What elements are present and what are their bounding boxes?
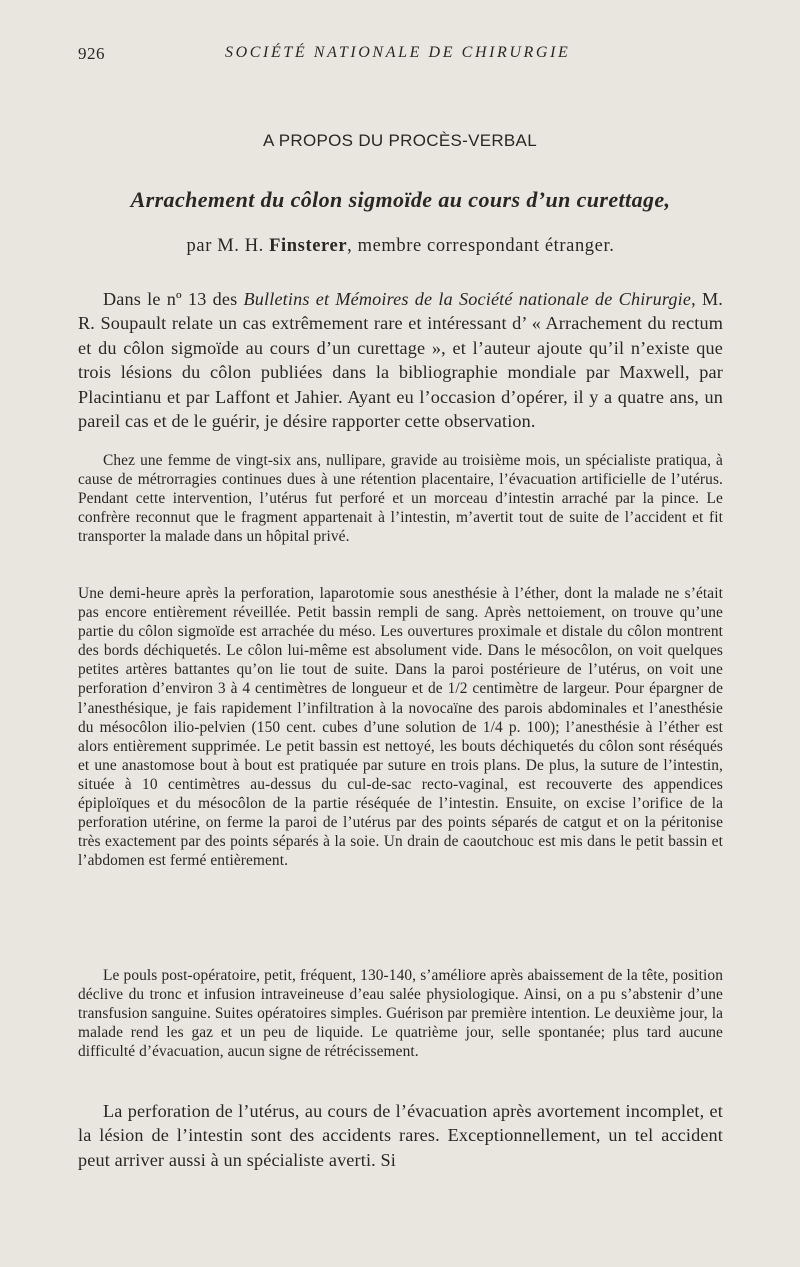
journal-reference: Bulletins et Mémoires de la Société nationale de Chirurgie (243, 289, 692, 309)
intro-text-end: , M. R. Soupault relate un cas extrêmement rare et intéressant d’ « Arrachement du rectum et du côlon sigmoïde au cours d’un curettage », et l’auteur ajoute qu’il n’existe que trois lésions du côlon publiées dans la bibliographie mondiale par Maxwell, par Placintianu et par Laffont et Jahier. Ayant eu l’occasion d’opérer, il y a quatre ans, un pareil cas et de le guérir, je désire rapporter cette observation. (78, 289, 723, 432)
article-title: Arrachement du côlon sigmoïde au cours d’un curettage, (130, 187, 671, 212)
intro-paragraph (78, 287, 723, 433)
byline-prefix: par M. H. (186, 236, 264, 256)
byline (78, 236, 723, 257)
intro-text-start: Dans le nº 13 des (103, 289, 244, 309)
case-paragraph-outcome: Le pouls post-opératoire, petit, fréquent, 130-140, s’améliore après abaissement de la tête, position déclive du tronc et infusion intraveineuse d’eau salée physiologique. Ainsi, on a pu s’abstenir d’une transfusion sanguine. Suites opératoires simples. Guérison par première intention. Le deuxième jour, la malade rend les gaz et un peu de liquide. Le quatrième jour, selle spontanée; plus tard aucune difficulté d’évacuation, aucun signe de rétrécissement. (78, 967, 723, 1061)
page-number: 926 (78, 44, 105, 63)
running-header (0, 44, 800, 68)
journal-title: SOCIÉTÉ NATIONALE DE CHIRURGIE (225, 44, 571, 61)
case-paragraph-operation: Une demi-heure après la perforation, laparotomie sous anesthésie à l’éther, dont la malade ne s’était pas encore entièrement réveillée. Petit bassin rempli de sang. Après nettoiement, on trouve qu’une partie du côlon sigmoïde est arrachée du méso. Les ouvertures proximale et distale du côlon montrent des bords déchiquetés. Le côlon lui-même est absolument vide. Dans le mésocôlon, on voit quelques petites artères battantes qu’on lie tout de suite. Dans la paroi postérieure de l’utérus, on voit une perforation d’environ 3 à 4 centimètres de longueur et de 1/2 centimètre de largeur. Pour épargner de l’anesthésique, je fais rapidement l’infiltration à la novocaïne des parois abdominales et l’anesthésie du mésocôlon ilio-pelvien (150 cent. cubes d’une solution de 1/4 p. 100); l’anesthésie à l’éther est alors entièrement supprimée. Le petit bassin est nettoyé, les bouts déchiquetés du côlon sont réséqués et une anastomose bout à bout est pratiquée par suture en trois plans. De plus, la suture de l’intestin, située à 10 centimètres au-dessus du cul-de-sac recto-vaginal, est recouverte des appendices épiploïques et du mésocôlon de la partie réséquée de l’intestin. Ensuite, on excise l’orifice de la perforation utérine, on ferme la paroi de l’utérus par des points séparés de catgut et on la péritonise très exactement par des points séparés à la soie. Un drain de caoutchouc est mis dans le petit bassin et l’abdomen est fermé entièrement. (78, 585, 723, 870)
conclusion-paragraph: La perforation de l’utérus, au cours de l’évacuation après avortement incomplet, et la lésion de l’intestin sont des accidents rares. Exceptionnellement, un tel accident peut arriver aussi à un spécialiste averti. Si (78, 1101, 723, 1170)
case-paragraph-history: Chez une femme de vingt-six ans, nullipare, gravide au troisième mois, un spécialiste pratiqua, à cause de métrorragies continues dues à une rétention placentaire, l’évacuation artificielle de l’utérus. Pendant cette intervention, l’utérus fut perforé et un morceau d’intestin arraché par la pince. Le confrère reconnut que le fragment appartenait à l’intestin, m’avertit tout de suite de l’accident et fit transporter la malade dans un hôpital privé. (78, 452, 723, 546)
byline-suffix: , membre correspondant étranger. (347, 236, 615, 256)
author-name: Finsterer (269, 236, 348, 256)
section-heading: A PROPOS DU PROCÈS-VERBAL (263, 131, 537, 150)
